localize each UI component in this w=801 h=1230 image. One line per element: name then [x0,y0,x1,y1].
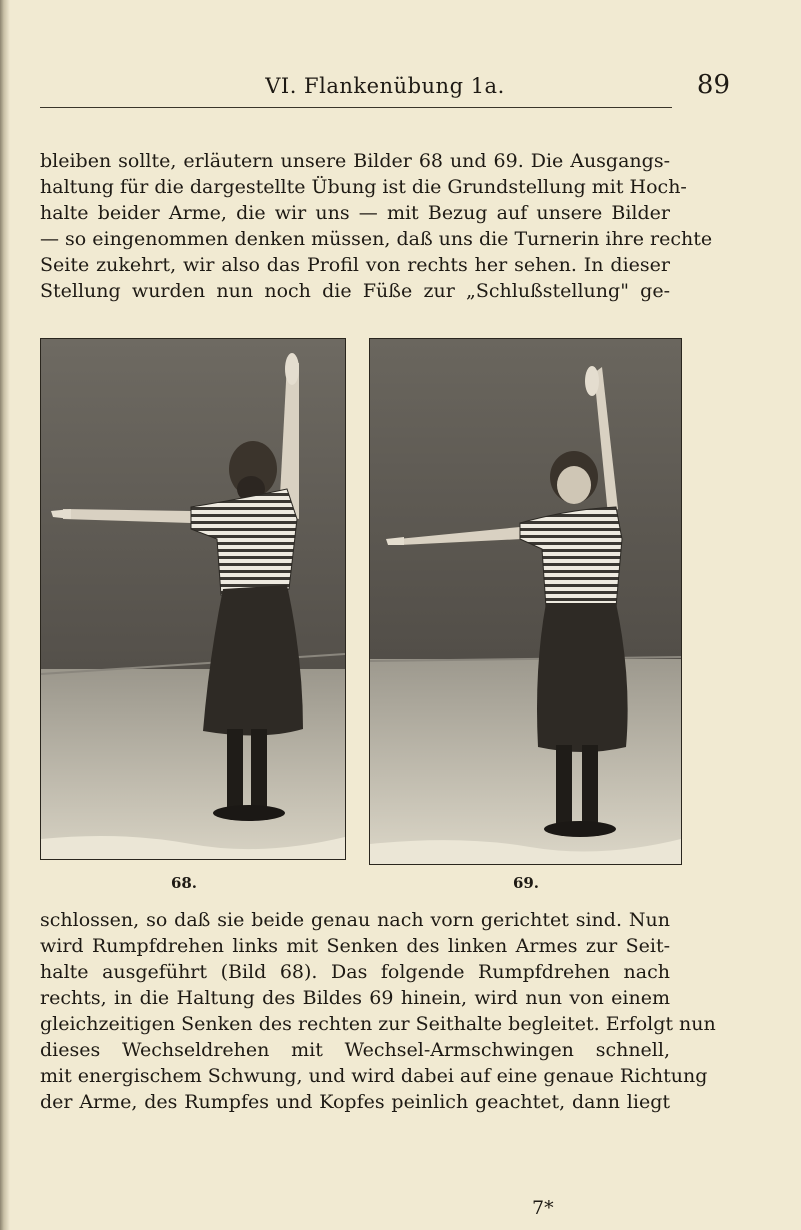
gymnast-photo-69 [370,339,681,864]
text-line: haltung für die dargestellte Übung ist die Grundstellung mit Hoch- [40,176,687,198]
figure-68-photo [40,338,346,860]
page-edge [0,0,10,1230]
text-line: rechts, in die Haltung des Bildes 69 hinein, wird nun von einem [40,987,670,1009]
header-rule [40,107,672,108]
figure-69-photo [369,338,682,865]
signature-mark: 7* [532,1197,554,1219]
page-number: 89 [696,70,730,100]
text-line: der Arme, des Rumpfes und Kopfes peinlich geachtet, dann liegt [40,1091,670,1113]
text-line: halte ausgeführt (Bild 68). Das folgende Rumpfdrehen nach [40,961,670,983]
text-line: bleiben sollte, erläutern unsere Bilder 68 und 69. Die Ausgangs- [40,150,670,172]
figure-69-caption: 69. [512,874,540,892]
text-line: mit energischem Schwung, und wird dabei auf eine genaue Richtung [40,1065,708,1087]
text-line: schlossen, so daß sie beide genau nach vorn gerichtet sind. Nun [40,909,670,931]
text-line: — so eingenommen denken müssen, daß uns die Turnerin ihre rechte [40,228,713,250]
text-line: halte beider Arme, die wir uns — mit Bezug auf unsere Bilder [40,202,670,224]
gymnast-photo-68 [41,339,345,859]
paragraph-top [40,148,713,304]
text-line: gleichzeitigen Senken des rechten zur Seithalte begleitet. Erfolgt nun [40,1013,716,1035]
page-header [40,70,730,104]
running-title: VI. Flankenübung 1a. [265,74,505,98]
text-line: dieses Wechseldrehen mit Wechsel-Armschwingen schnell, [40,1039,670,1061]
text-line: Seite zukehrt, wir also das Profil von rechts her sehen. In dieser [40,254,670,276]
figure-68-caption: 68. [170,874,198,892]
text-line: wird Rumpfdrehen links mit Senken des linken Armes zur Seit- [40,935,670,957]
text-line: Stellung wurden nun noch die Füße zur „Schlußstellung" ge- [40,280,670,302]
paragraph-bottom [40,907,716,1115]
